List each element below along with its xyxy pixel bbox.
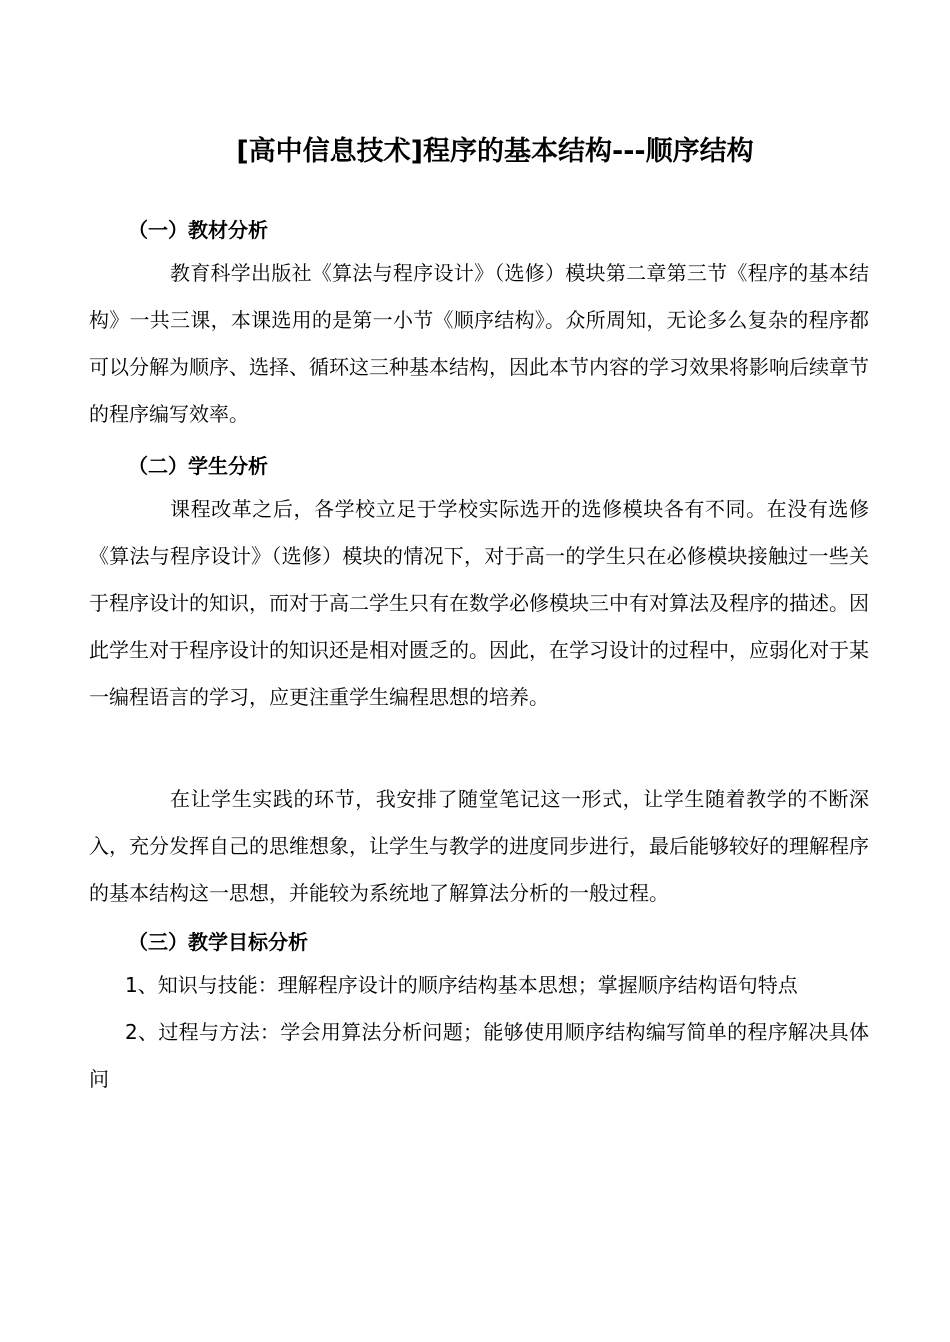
- goal-item-knowledge-skills: 1、知识与技能：理解程序设计的顺序结构基本思想；掌握顺序结构语句特点: [125, 973, 798, 997]
- section-heading-teaching-goals: （三）教学目标分析: [128, 930, 308, 954]
- paragraph-student-analysis-1: 课程改革之后，各学校立足于学校实际选开的选修模块各有不同。在没有选修《算法与程序设计》（选修）模块的情况下，对于高一的学生只在必修模块接触过一些关于程序设计的知识，而对于高二学生只有在数学必修模块三中有对算法及程序的描述。因此学生对于程序设计的知识还是相对匮乏的。因此，在学习设计的过程中，应弱化对于某一编程语言的学习，应更注重学生编程思想的培养。: [89, 497, 869, 709]
- section-heading-textbook-analysis: （一）教材分析: [128, 218, 268, 242]
- goal-item-process-methods: 2、过程与方法：学会用算法分析问题；能够使用顺序结构编写简单的程序解决具体问: [89, 1020, 869, 1091]
- section-heading-student-analysis: （二）学生分析: [128, 454, 268, 478]
- document-title: [高中信息技术]程序的基本结构---顺序结构: [236, 136, 754, 167]
- paragraph-textbook-analysis: 教育科学出版社《算法与程序设计》（选修）模块第二章第三节《程序的基本结构》一共三课，本课选用的是第一小节《顺序结构》。众所周知，无论多么复杂的程序都可以分解为顺序、选择、循环这三种基本结构，因此本节内容的学习效果将影响后续章节的程序编写效率。: [89, 261, 869, 426]
- paragraph-student-analysis-2: 在让学生实践的环节，我安排了随堂笔记这一形式，让学生随着教学的不断深入，充分发挥自己的思维想象，让学生与教学的进度同步进行，最后能够较好的理解程序的基本结构这一思想，并能较为系统地了解算法分析的一般过程。: [89, 787, 869, 905]
